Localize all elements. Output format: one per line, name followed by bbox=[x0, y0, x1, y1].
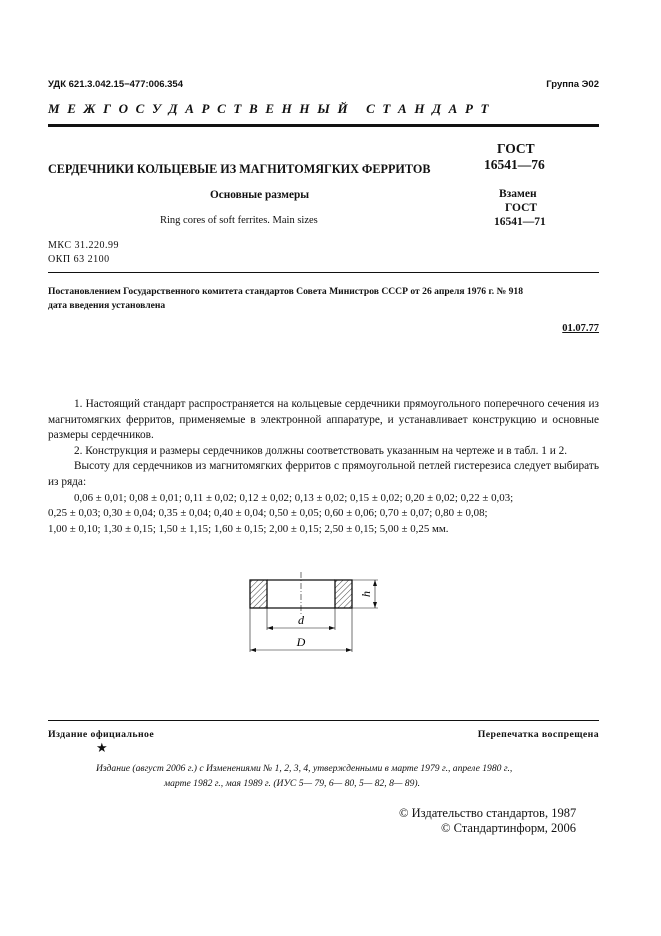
english-title: Ring cores of soft ferrites. Main sizes bbox=[160, 215, 318, 226]
ring-core-drawing bbox=[236, 568, 386, 658]
height-values-line-1: 0,06 ± 0,01; 0,08 ± 0,01; 0,11 ± 0,02; 0,12 ± 0,02; 0,13 ± 0,02; 0,15 ± 0,02; 0,20 ± 0,02; 0,22 ± 0,03; bbox=[74, 491, 514, 504]
replace-label: Взамен bbox=[499, 188, 537, 200]
okp-code: ОКП 63 2100 bbox=[48, 254, 110, 265]
replace-gost: ГОСТ bbox=[505, 202, 538, 214]
edition-official: Издание официальное bbox=[48, 729, 155, 740]
reprint-prohibited: Перепечатка воспрещена bbox=[477, 729, 599, 740]
copyright-2: © Стандартинформ, 2006 bbox=[441, 821, 577, 835]
edition-note-line-1: Издание (август 2006 г.) с Изменениями № 1, 2, 3, 4, утвержденными в марте 1979 г., апреле 1980 г., bbox=[96, 763, 513, 774]
left-section bbox=[250, 580, 267, 608]
height-values-line-3: 1,00 ± 0,10; 1,30 ± 0,15; 1,50 ± 1,15; 1,60 ± 0,15; 2,00 ± 0,15; 2,50 ± 0,15; 5,00 ± 0,25 мм. bbox=[48, 522, 449, 535]
body-text bbox=[48, 397, 599, 537]
edition-note-line-2: марте 1982 г., мая 1989 г. (ИУС 5— 79, 6— 80, 5— 82, 8— 89). bbox=[164, 778, 420, 789]
standard-banner: М Е Ж Г О С У Д А Р С Т В Е Н Н Ы Й С Т А Н Д А Р Т bbox=[48, 101, 491, 116]
dimension-label-h: h bbox=[359, 591, 373, 597]
dimension-d bbox=[267, 608, 335, 630]
paragraph-1: 1. Настоящий стандарт распространяется на кольцевые сердечники прямоугольного поперечного сечения из магнитомягких ферритов, применяемые в электронной аппаратуре, и устанавливает конструкцию и основные размеры сердечников. bbox=[48, 398, 599, 442]
gost-number: 16541—76 bbox=[484, 157, 545, 172]
copyright-1: © Издательство стандартов, 1987 bbox=[399, 806, 577, 820]
height-values-line-2: 0,25 ± 0,03; 0,30 ± 0,04; 0,35 ± 0,04; 0,40 ± 0,04; 0,50 ± 0,05; 0,60 ± 0,06; 0,70 ± 0,07; 0,80 ± 0,08; bbox=[48, 507, 488, 520]
udk-code: УДК 621.3.042.15−477:006.354 bbox=[48, 79, 184, 90]
effective-date: 01.07.77 bbox=[562, 323, 599, 334]
page-title: СЕРДЕЧНИКИ КОЛЬЦЕВЫЕ ИЗ МАГНИТОМЯГКИХ ФЕРРИТОВ bbox=[48, 162, 431, 176]
paragraph-2: 2. Конструкция и размеры сердечников должны соответствовать указанным на чертеже и в табл. 1 и 2. bbox=[74, 444, 568, 457]
right-section bbox=[335, 580, 352, 608]
decree-text: Постановлением Государственного комитета стандартов Совета Министров СССР от 26 апреля 1976 г. № 918 bbox=[48, 286, 523, 297]
decree-date-label: дата введения установлена bbox=[48, 300, 166, 311]
dimension-label-D: D bbox=[296, 635, 306, 649]
paragraph-3: Высоту для сердечников из магнитомягких ферритов с прямоугольной петлей гистерезиса следует выбирать из ряда: bbox=[48, 460, 599, 488]
header-rule bbox=[48, 124, 599, 127]
footer-rule bbox=[48, 720, 599, 721]
dimension-label-d: d bbox=[298, 613, 304, 627]
page-subtitle: Основные размеры bbox=[210, 189, 310, 201]
mks-code: МКС 31.220.99 bbox=[48, 240, 119, 251]
group-code: Группа Э02 bbox=[546, 79, 599, 90]
replace-number: 16541—71 bbox=[494, 216, 546, 228]
star-icon: ★ bbox=[96, 741, 108, 756]
gost-label: ГОСТ bbox=[497, 141, 535, 156]
title-rule bbox=[48, 272, 599, 273]
dimension-h bbox=[352, 580, 378, 608]
